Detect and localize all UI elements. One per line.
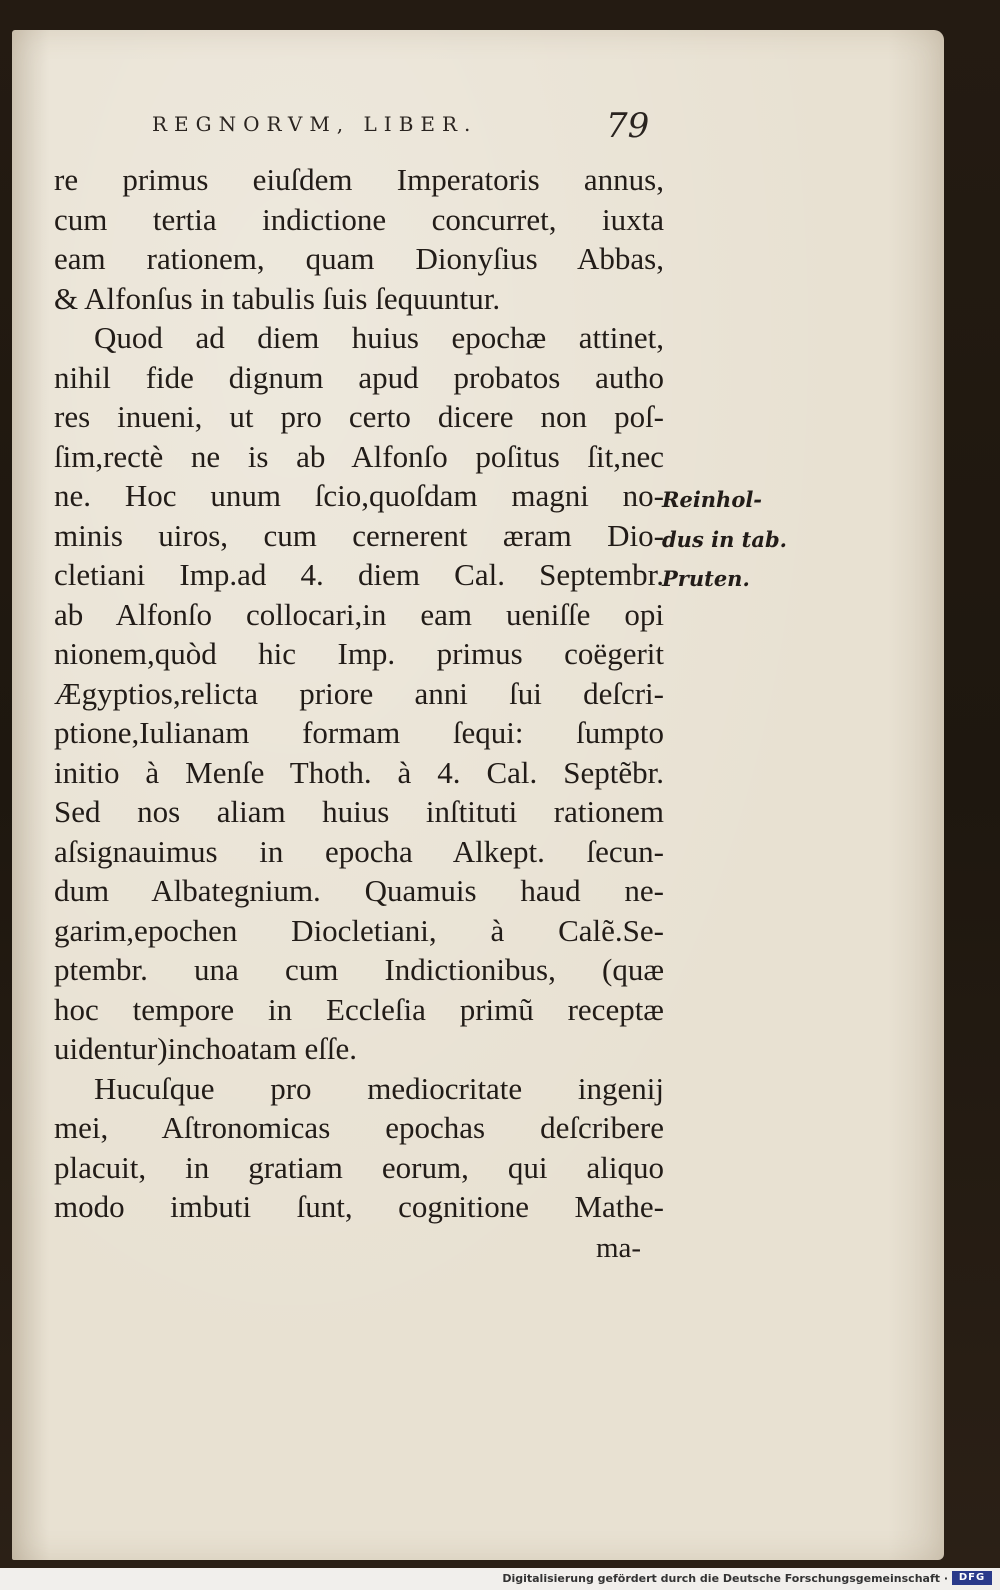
text-line: hoc tempore in Eccleſia primũ receptæ [54, 991, 664, 1027]
text-line: eam rationem, quam Dionyſius Abbas, [54, 241, 664, 276]
text-line: Hucuſque pro mediocritate ingenij [94, 1070, 664, 1106]
catchword: ma- [596, 1232, 642, 1264]
text-line: nihil fide dignum apud probatos autho [54, 359, 664, 395]
running-head: REGNORVM, LIBER. [152, 112, 478, 136]
text-line: initio à Menſe Thoth. à 4. Cal. Septẽbr. [54, 754, 664, 790]
text-line: cum tertia indictione concurret, iuxta [54, 201, 664, 237]
text-line: Quod ad diem huius epochæ attinet, [94, 320, 664, 355]
margin-note-line: dus in tab. [662, 526, 787, 552]
text-line: & Alfonſus in tabulis ſuis ſequuntur. [54, 280, 501, 316]
text-line: Sed nos aliam huius inſtituti rationem [54, 794, 664, 829]
text-line: nionem,quòd hic Imp. primus coëgerit [54, 636, 664, 671]
text-line: aſsignauimus in epocha Alkept. ſecun- [54, 833, 664, 869]
text-line: ab Alfonſo collocari,in eam ueniſſe opi [54, 596, 664, 632]
text-line: res inueni, ut pro certo dicere non poſ- [54, 399, 664, 434]
text-line: ſim,rectè ne is ab Alfonſo poſitus ſit,nec [54, 438, 664, 474]
text-line: dum Albategnium. Quamuis haud ne- [54, 873, 664, 908]
text-line: ptembr. una cum Indictionibus, (quæ [54, 952, 664, 987]
text-line: re primus eiuſdem Imperatoris annus, [54, 162, 664, 197]
text-line: modo imbuti ſunt, cognitione Mathe- [54, 1189, 664, 1224]
text-line: garim,epochen Diocletiani, à Calẽ.Se- [54, 912, 664, 948]
text-line: minis uiros, cum cernerent æram Dio- [54, 517, 664, 553]
page-number: 79 [606, 106, 650, 146]
text-line: cletiani Imp.ad 4. diem Cal. Septembr. [54, 557, 664, 592]
main-text-block [54, 160, 664, 1227]
text-line: mei, Aſtronomicas epochas deſcribere [54, 1110, 664, 1145]
footer-credit: Digitalisierung gefördert durch die Deutsche Forschungsgemeinschaft · [502, 1572, 948, 1585]
margin-note [662, 480, 822, 599]
dfg-logo: DFG [952, 1571, 992, 1585]
margin-note-line: Reinhol- [662, 487, 763, 512]
text-line: ptione,Iulianam formam ſequi: ſumpto [54, 715, 664, 750]
margin-note-line: Pruten. [662, 566, 750, 591]
text-line: ne. Hoc unum ſcio,quoſdam magni no- [54, 478, 664, 513]
text-line: Ægyptios,relicta priore anni ſui deſcri- [54, 675, 664, 711]
text-line: uidentur)inchoatam eſſe. [54, 1031, 357, 1066]
text-line: placuit, in gratiam eorum, qui aliquo [54, 1149, 664, 1185]
